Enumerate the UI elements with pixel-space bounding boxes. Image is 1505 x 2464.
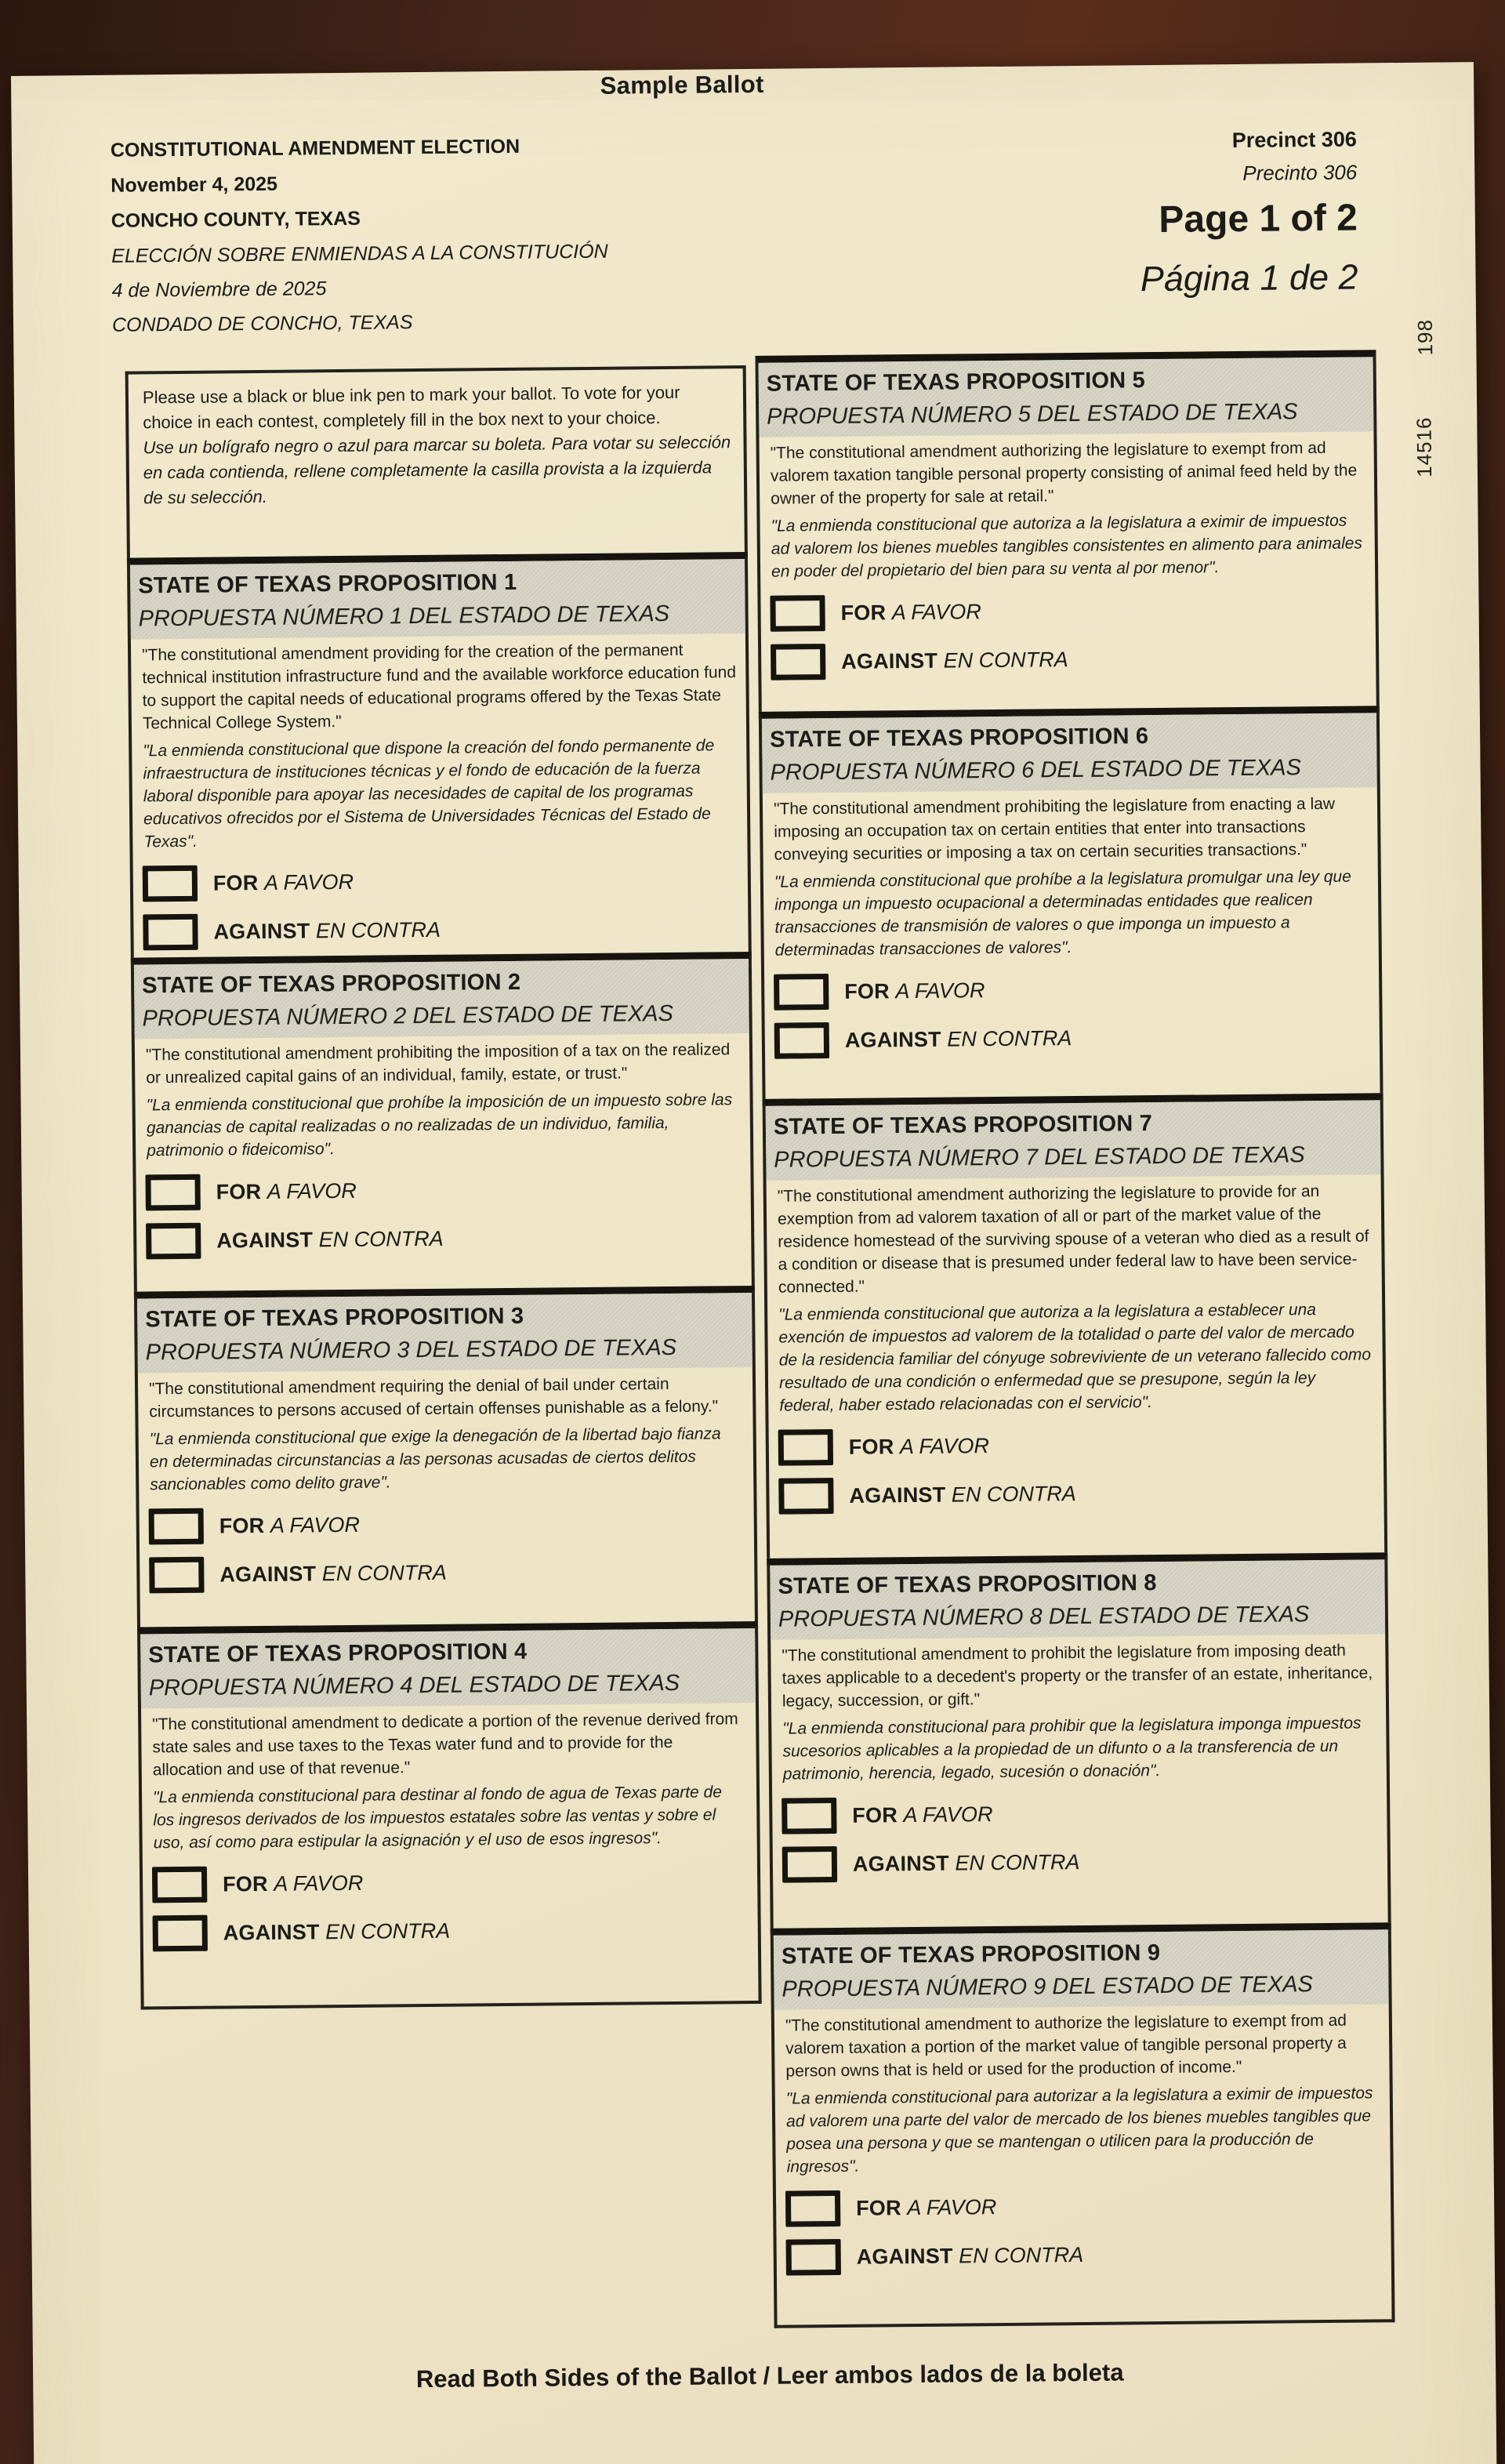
against-label [223,1918,451,1945]
proposition-1-against-row[interactable] [143,909,748,950]
against-label-en: AGAINST [213,918,310,944]
proposition-4-for-row[interactable] [152,1861,757,1903]
against-label-en: AGAINST [216,1227,314,1253]
proposition-2-text-en: "The constitutional amendment prohibiting the imposition of a tax on the realized or unrealized capital gains of an individual, family, estate, or trust." [145,1040,731,1087]
for-label-es: A FAVOR [903,1802,993,1827]
proposition-5-text-es: "La enmienda constitucional que autoriza a la legislatura a eximir de impuestos ad valorem los bienes muebles tangibles consistentes en alimento para animales en poder del propietario del bien para su venta al por menor". [771,511,1363,581]
election-title: CONSTITUTIONAL AMENDMENT ELECTION [110,135,520,161]
for-label-es: A FAVOR [899,1433,990,1458]
proposition-3-against-row[interactable] [149,1551,754,1593]
proposition-3-text-en: "The constitutional amendment requiring the denial of bail under certain circumstances to persons accused of certain offenses punishable as a felony." [148,1375,719,1421]
for-label-en: FOR [223,1871,268,1896]
for-label [223,1871,363,1896]
against-label [849,1482,1076,1508]
against-label-en: AGAINST [856,2244,953,2269]
proposition-8-text-en: "The constitutional amendment to prohibit the legislature from imposing death taxes applicable to a decedent's property or the transfer of an estate, inheritance, legacy, succession, or gift." [782,1641,1373,1711]
proposition-2-text-es: "La enmienda constitucional que prohíbe la imposición de un impuesto sobre las ganancias de capital realizadas o no realizadas de un individuo, familia, patrimonio o fideicomiso". [146,1090,733,1160]
proposition-5-title-es: PROPUESTA NÚMERO 5 DEL ESTADO DE TEXAS [767,399,1298,430]
against-label-es: EN CONTRA [947,1025,1072,1051]
proposition-6-section [759,706,1384,1099]
sample-ballot-watermark: Sample Ballot [600,70,764,100]
proposition-4-section [137,1621,762,2010]
against-checkbox[interactable] [782,1846,837,1883]
proposition-3-title-es: PROPUESTA NÚMERO 3 DEL ESTADO DE TEXAS [145,1334,677,1366]
for-checkbox[interactable] [782,1798,836,1834]
proposition-1-title-es: PROPUESTA NÚMERO 1 DEL ESTADO DE TEXAS [138,601,670,632]
stub-number-198: 198 [1413,318,1438,356]
proposition-8-title-en: STATE OF TEXAS PROPOSITION 8 [778,1570,1157,1599]
proposition-8-against-row[interactable] [782,1841,1387,1882]
election-title-es: ELECCIÓN SOBRE ENMIENDAS A LA CONSTITUCIÓN [111,240,608,267]
ballot-column-right [755,350,1394,2328]
against-checkbox[interactable] [774,1022,829,1059]
proposition-6-title-es: PROPUESTA NÚMERO 6 DEL ESTADO DE TEXAS [770,755,1302,786]
for-label [219,1512,360,1538]
proposition-4-title-es: PROPUESTA NÚMERO 4 DEL ESTADO DE TEXAS [148,1670,680,1701]
proposition-5-against-row[interactable] [771,638,1376,680]
proposition-1-text-es: "La enmienda constitucional que dispone la creación del fondo permanente de infraestructura de instituciones técnicas y el fondo de educación de la fuerza laboral disponible para apoyar las necesidades de capital de los programas educativos ofrecidos por el Sistema de Universidades Técnicas del Estado de Texas". [143,736,715,851]
against-label-es: EN CONTRA [318,1226,444,1251]
proposition-4-text-es: "La enmienda constitucional para destinar al fondo de agua de Texas parte de los ingresos derivados de los impuestos estatales sobre las ventas y sobre el uso, así como para estipular la asignación y el uso de esos ingresos". [152,1783,723,1853]
against-label [216,1226,444,1253]
for-label-es: A FAVOR [891,599,981,624]
precinct-label: Precinct 306 [1231,127,1357,153]
proposition-3-for-row[interactable] [149,1503,754,1544]
proposition-3-title-en: STATE OF TEXAS PROPOSITION 3 [145,1303,524,1333]
proposition-2-header [134,959,749,1040]
for-label-es: A FAVOR [895,978,985,1003]
against-label-es: EN CONTRA [951,1481,1076,1507]
proposition-5-header [759,357,1374,437]
read-both-sides-footer: Read Both Sides of the Ballot / Leer ambos lados de la boleta [415,2358,1124,2393]
for-label-en: FOR [840,600,887,625]
proposition-1-header [130,559,745,640]
for-label-en: FOR [844,978,890,1003]
proposition-8-header [770,1559,1385,1640]
for-label-en: FOR [852,1802,898,1827]
proposition-7-section [763,1093,1388,1559]
precinct-label-es: Precinto 306 [1242,160,1358,185]
instructions-box [125,365,748,558]
against-label-es: EN CONTRA [943,647,1068,673]
instructions-es: Use un bolígrafo negro o azul para marcar su boleta. Para votar su selección en cada contienda, rellene completamente la casilla provista a la izquierda de su selección. [143,432,731,508]
proposition-6-text-en: "The constitutional amendment prohibiting the legislature from enacting a law imposing an occupation tax on certain entities that enter into transactions conveying securities or imposing a tax on certain securities transactions." [773,794,1336,864]
proposition-9-against-row[interactable] [786,2234,1391,2275]
against-label-en: AGAINST [219,1561,317,1587]
for-checkbox[interactable] [143,865,198,902]
against-checkbox[interactable] [778,1478,833,1515]
proposition-1-for-row[interactable] [143,860,748,902]
for-label-es: A FAVOR [907,2194,997,2219]
election-header [111,136,609,350]
proposition-7-title-es: PROPUESTA NÚMERO 7 DEL ESTADO DE TEXAS [774,1142,1305,1173]
against-checkbox[interactable] [149,1557,204,1594]
against-label-es: EN CONTRA [315,917,441,942]
for-label [856,2195,996,2221]
for-label-es: A FAVOR [263,869,354,895]
ballot-paper [11,62,1497,2464]
proposition-8-for-row[interactable] [782,1792,1387,1834]
proposition-1-section [127,552,752,958]
against-label-es: EN CONTRA [325,1918,451,1943]
against-label-en: AGAINST [223,1919,320,1945]
proposition-7-title-en: STATE OF TEXAS PROPOSITION 7 [773,1111,1153,1140]
proposition-6-title-en: STATE OF TEXAS PROPOSITION 6 [770,724,1149,753]
for-label [213,869,354,895]
proposition-5-for-row[interactable] [770,590,1375,631]
proposition-9-header [774,1929,1389,2010]
proposition-2-section [131,952,755,1292]
against-checkbox[interactable] [771,644,825,680]
election-date-es: 4 de Noviembre de 2025 [111,278,327,302]
for-label-en: FOR [212,870,259,895]
for-label-en: FOR [848,1434,894,1459]
proposition-1-text-en: "The constitutional amendment providing for the creation of the permanent technical institution infrastructure fund and the available workforce education fund to support the capital needs of educational programs offered by the Texas State Technical College System." [141,640,737,733]
proposition-8-text-es: "La enmienda constitucional para prohibir que la legislatura imponga impuestos sucesorios aplicables a la propiedad de un difunto o a la transferencia de un patrimonio, herencia, legado, sucesión o donación". [782,1714,1362,1784]
proposition-5-section [755,350,1379,712]
proposition-6-for-row[interactable] [774,968,1379,1010]
for-checkbox[interactable] [778,1429,833,1466]
for-label-en: FOR [856,2195,901,2220]
election-date: November 4, 2025 [111,172,278,197]
against-checkbox[interactable] [153,1915,208,1952]
for-label [852,1802,992,1828]
against-label-en: AGAINST [852,1851,949,1876]
against-label [213,917,441,944]
proposition-9-text-es: "La enmienda constitucional para autorizar a la legislatura a eximir de impuestos ad valorem una parte del valor de mercado de los bienes muebles tangibles que posea una persona y que se mantengan o utilicen para la producción de ingresos". [785,2084,1373,2176]
proposition-9-title-es: PROPUESTA NÚMERO 9 DEL ESTADO DE TEXAS [782,1972,1313,2002]
proposition-7-for-row[interactable] [778,1424,1384,1465]
proposition-3-header [137,1293,752,1374]
proposition-5-title-en: STATE OF TEXAS PROPOSITION 5 [766,368,1146,397]
for-label-es: A FAVOR [270,1512,361,1537]
for-label [849,1434,989,1460]
ballot-column-left [125,365,762,2010]
against-label-en: AGAINST [844,1027,941,1052]
for-label-en: FOR [216,1179,262,1204]
against-label [853,1850,1080,1877]
against-label [845,1026,1072,1053]
against-label-en: AGAINST [841,648,938,673]
proposition-1-title-en: STATE OF TEXAS PROPOSITION 1 [138,569,517,599]
against-label-en: AGAINST [849,1482,946,1508]
against-label-es: EN CONTRA [959,2242,1084,2268]
for-checkbox[interactable] [145,1174,200,1211]
instructions-en: Please use a black or blue ink pen to mark your ballot. To vote for your choice in each contest, completely fill in the box next to your choice. [142,382,680,433]
for-label [216,1178,357,1204]
against-label [841,648,1068,674]
for-checkbox[interactable] [149,1508,204,1545]
for-label-en: FOR [219,1513,265,1538]
for-label-es: A FAVOR [274,1871,364,1896]
for-checkbox[interactable] [785,2190,840,2227]
against-checkbox[interactable] [786,2239,841,2276]
proposition-6-against-row[interactable] [774,1017,1380,1058]
proposition-4-against-row[interactable] [153,1910,758,1951]
against-label [219,1560,447,1587]
page-number-es: Página 1 de 2 [1140,256,1358,299]
for-checkbox[interactable] [774,974,829,1011]
for-label [840,600,981,626]
stub-number-14516: 14516 [1412,416,1437,478]
proposition-9-text-en: "The constitutional amendment to authorize the legislature to exempt from ad valorem taxation a portion of the market value of tangible personal property a person owns that is held or used for the production of income." [785,2011,1347,2081]
for-checkbox[interactable] [770,595,825,632]
against-checkbox[interactable] [143,914,198,951]
proposition-8-title-es: PROPUESTA NÚMERO 8 DEL ESTADO DE TEXAS [778,1602,1310,1632]
election-county-es: CONDADO DE CONCHO, TEXAS [111,311,413,336]
against-label [857,2242,1084,2269]
proposition-9-section [771,1922,1395,2328]
for-label-es: A FAVOR [267,1178,357,1203]
proposition-7-header [766,1100,1381,1181]
for-checkbox[interactable] [152,1867,207,1903]
proposition-2-against-row[interactable] [146,1217,751,1259]
page-number: Page 1 of 2 [1159,197,1358,241]
against-label-es: EN CONTRA [321,1560,447,1585]
proposition-7-against-row[interactable] [778,1472,1384,1514]
against-label-es: EN CONTRA [955,1849,1080,1875]
proposition-2-for-row[interactable] [145,1169,750,1210]
proposition-9-for-row[interactable] [785,2185,1391,2226]
proposition-3-section [134,1286,758,1628]
proposition-4-header [140,1628,756,1709]
proposition-5-text-en: "The constitutional amendment authorizing the legislature to exempt from ad valorem taxation tangible personal property consisting of animal feed held by the owner of the property for sale at retail." [770,438,1358,508]
proposition-8-section [767,1552,1391,1929]
proposition-4-text-en: "The constitutional amendment to dedicate a portion of the revenue derived from state sales and use taxes to the Texas water fund and to provide for the allocation and use of that revenue." [152,1710,738,1780]
election-county: CONCHO COUNTY, TEXAS [111,207,361,232]
proposition-3-text-es: "La enmienda constitucional que exige la denegación de la libertad bajo fianza en determinadas circunstancias a las personas acusadas de ciertos delitos sancionables como delito grave". [149,1424,721,1494]
proposition-7-text-es: "La enmienda constitucional que autoriza a la legislatura a establecer una exención de impuestos ad valorem de la totalidad o parte del valor de mercado de la residencia familiar del cónyuge sobreviviente de un veterano fallecido como resultado de una condición o enfermedad que se presupone, según la ley federal, haber estado relacionadas con el servicio". [778,1301,1372,1415]
proposition-6-header [762,713,1377,793]
proposition-2-title-en: STATE OF TEXAS PROPOSITION 2 [141,969,521,999]
precinct-page-header [1139,129,1358,297]
proposition-2-title-es: PROPUESTA NÚMERO 2 DEL ESTADO DE TEXAS [142,1000,674,1032]
against-checkbox[interactable] [146,1223,201,1260]
proposition-7-text-en: "The constitutional amendment authorizing the legislature to provide for an exemption from ad valorem taxation of all or part of the market value of the residence homestead of the surviving spouse of a veteran who died as a result of a condition or disease that is presumed under federal law to have been service-connected." [777,1182,1369,1297]
for-label [844,978,985,1004]
proposition-4-title-en: STATE OF TEXAS PROPOSITION 4 [148,1638,528,1668]
proposition-9-title-en: STATE OF TEXAS PROPOSITION 9 [781,1940,1161,1969]
proposition-6-text-es: "La enmienda constitucional que prohíbe a la legislatura promulgar una ley que imponga un impuesto ocupacional a determinadas entidades que realicen transacciones de transmisión de valores o que imponga un impuesto a determinadas transacciones de valores". [774,867,1351,960]
